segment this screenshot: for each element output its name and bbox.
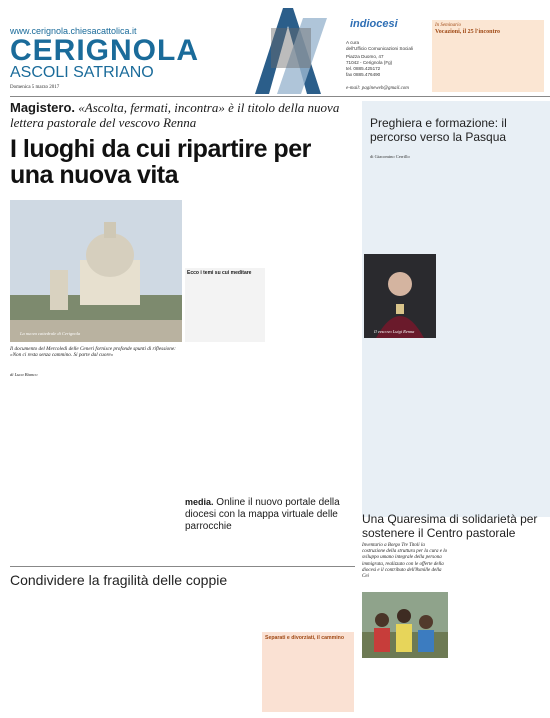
main-body-col-1: [10, 380, 90, 556]
quaresima-deck: Inventario a Borgo Tre Titoli la costruzione della struttura per la cura e lo sviluppo umano integrale della persona immigrata, realizzato con le offerte della diocesi e il contributo dell'8xmille della Cei: [362, 543, 448, 580]
quaresima-title: Una Quaresima di solidarietà per sostenere il Centro pastorale: [362, 512, 538, 540]
preghiera-title: Preghiera e formazione: il percorso verso la Pasqua: [370, 116, 507, 144]
seminario-box: [432, 20, 544, 92]
condividere-body-col-3: [182, 592, 258, 714]
main-kicker: [10, 100, 350, 130]
contact-block: A cura dell'Ufficio Comunicazioni Sociali Piazza Duomo, 47 71042 - Cerignola (Fg) tel. 0885.425172 fax 0885.476490: [346, 40, 413, 77]
condividere-body-col-1: [10, 592, 90, 714]
themes-box-text: [187, 276, 263, 338]
main-byline: di Luca Bianco: [10, 372, 38, 377]
issue-date: Domenica 5 marzo 2017: [10, 85, 60, 90]
masthead-divider: [10, 96, 550, 97]
bishop-caption: Il vescovo Luigi Renna: [374, 329, 415, 334]
media-title: Online il nuovo portale della diocesi con la mappa virtuale delle parrocchie: [185, 497, 340, 532]
seminario-text: [435, 37, 541, 89]
preghiera-body-bottom: [370, 342, 542, 502]
kicker-text: «Ascolta, fermati, incontra» è il titolo della nuova lettera pastorale del vescovo Renna: [10, 100, 340, 130]
media-body-col-2: [270, 522, 350, 562]
seminario-tag: In Seminario: [435, 23, 461, 28]
masthead-subtitle: ASCOLI SATRIANO: [10, 64, 154, 81]
media-body-col-1: [185, 522, 265, 562]
cathedral-caption: La nuova cattedrale di Cerignola: [20, 331, 81, 336]
condividere-body-col-2: [96, 592, 176, 714]
separati-text: [265, 643, 351, 707]
main-deck: Il documento del Mercoledì delle Ceneri fornisce profonde spunti di riflessione: «Non ci resta senza cammino. Si parte dal cuore»: [10, 346, 176, 359]
av-monogram-logo: [255, 8, 327, 94]
quaresima-body-left: [362, 662, 448, 712]
children-photo: [362, 592, 448, 658]
condividere-title: Condividere la fragilità delle coppie: [10, 572, 228, 588]
main-body-col-3: [185, 345, 265, 457]
preghiera-byline: di Giacomino Cerrillo: [370, 154, 410, 159]
email-line[interactable]: e-mail: pagineweb@gmail.com: [346, 86, 409, 91]
bishop-photo: [364, 254, 436, 338]
separati-title: Separati e divorziati, il cammino: [265, 635, 344, 641]
preghiera-body-top: [370, 162, 542, 250]
separati-box: [262, 632, 354, 712]
preghiera-body-side: [440, 254, 542, 339]
main-headline: I luoghi da cui ripartire per una nuova vita: [10, 135, 311, 189]
media-kicker: media.: [185, 497, 214, 507]
seminario-title: Vocazioni, il 25 l'incontro: [435, 29, 501, 35]
themes-box: [185, 268, 265, 342]
kicker-bold: Magistero.: [10, 100, 76, 115]
indiocesi-logo: indiocesi: [350, 18, 398, 30]
cathedral-photo: [10, 200, 182, 342]
main-body-col-2: [96, 380, 176, 556]
masthead-title: CERIGNOLA: [10, 34, 199, 67]
themes-box-title: Ecco i temi su cui meditare: [187, 270, 252, 276]
main-body-col-4: [270, 200, 350, 457]
website-url[interactable]: www.cerignola.chiesacattolica.it: [10, 26, 137, 36]
quaresima-body-right: [452, 543, 544, 713]
section-divider: [10, 566, 355, 567]
